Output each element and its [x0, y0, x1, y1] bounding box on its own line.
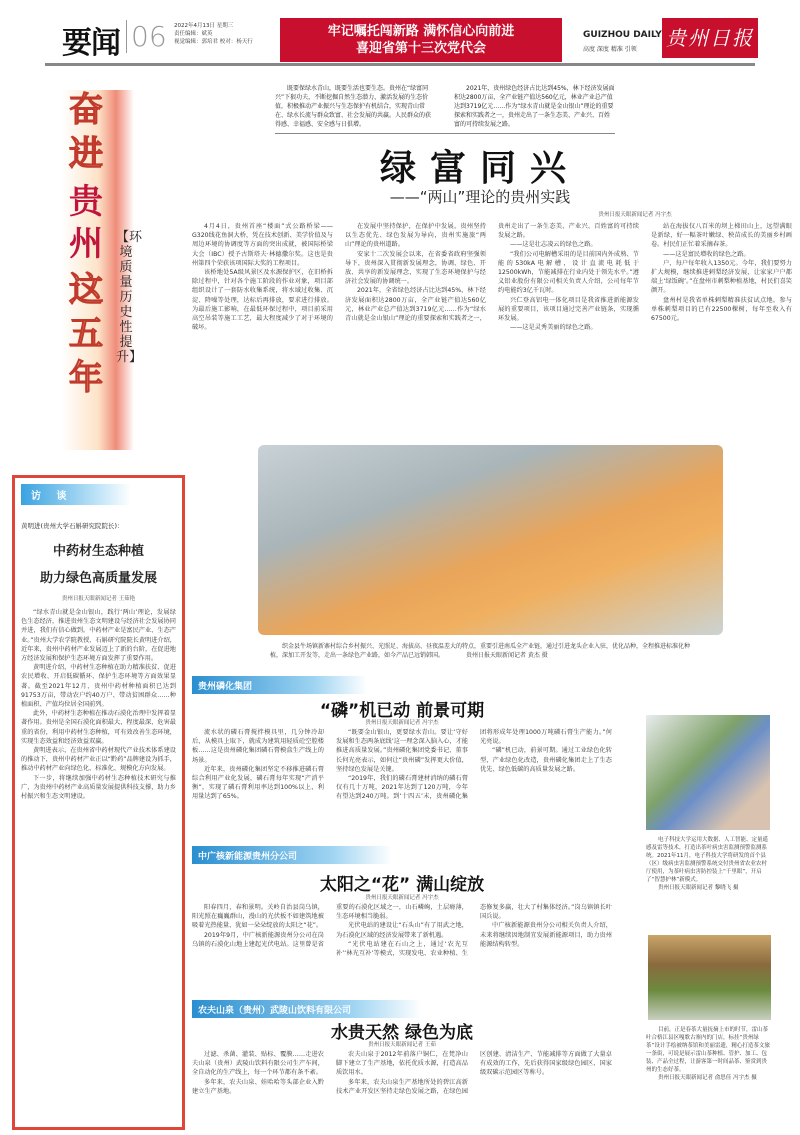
banner-char: 奋 — [69, 90, 103, 130]
paragraph: 在发展中坚持保护，在保护中发展，贵州坚持以生态优先、绿色发展为导向，贵州实施旅“两山”理论的贵州道路。 — [345, 223, 486, 249]
main-headline: 绿富同兴 — [379, 148, 580, 189]
section-byline: 贵州日报天眼新闻记者 王茹 — [368, 1042, 436, 1048]
paragraph: 多年来，农夫山泉、娃哈哈等头部企业入黔建立生产基地。 — [192, 1078, 324, 1095]
caption-text: 目前，正是春茶大量抚摘上市的时节，雷山茶叶合格江县区嘎歌古寨内的门店，标挂“贵州绿茶”设计手绘被纳茶馆和美丽雷遗，精心打造茶文旅一条街，可说是展示雷山茶种植、管护、加工、包装、产品全过程，让游客第一时间品茶、鉴赏到贵州的生态好茶。 — [646, 1027, 770, 1073]
paragraph: 站在海拔仅八百米的坝上梯田山上，远望满眼是新绿，好一幅茶叶嫩绿、秧苗成长的美丽乡村画卷。村民们正忙着采摘春茶。 — [651, 223, 792, 249]
interview-byline: 贵州日报天眼新闻记者 王茹艳 — [61, 596, 136, 602]
paragraph: “磷”机已动，前景可期。通过工业绿色化转型，产业绿色化改造，贵州磷化集团走上了生态优先、绿色低碳的高质量发展之路。 — [480, 747, 612, 773]
banner-char: 五 — [69, 314, 103, 354]
paragraph: ——这是壮志凌云的绿色之路。 — [510, 241, 597, 249]
paragraph: 中广核新能源贵州分公司相关负责人介绍，未来将继续因地制宜发展新能源项目，助力贵州能源结构转型。 — [480, 922, 612, 948]
header-divider — [45, 63, 755, 66]
paragraph: 安家十二次发展会以来，在省委省政府坚强领导下，贵州深入贯彻新发展理念，协调、绿色、开放、共享的新发展理念，实现了生态环境保护与经济社会发展的协调统一。 — [345, 250, 486, 286]
paragraph: 多年来，农夫山泉生产基地所处的碧江高新技术产业开发区坚持走绿色发展之路，在绿色园区创建、清洁生产、节能减排等方面做了大量卓有成效的工作，先后获得国家级绿色园区、国家级双碳示范园区等称号。 — [336, 1051, 612, 1095]
paragraph: 该桥地处5A级风景区及水源保护区，在旧桥拆除过程中，针对各个施工阶段的作业对象，项目部组织设计了一套防水收集系统，将水域过收集、沉淀、降噪等处理，达标后再排放，要求进行排放。为最后施工影响，在最低环保过程中，项目前采用高空吊装等施工工艺，最大程度减少了对于环境的破坏。 — [192, 269, 333, 332]
section-label-nongfu: 农夫山泉（贵州）武陵山饮料有限公司 — [192, 1000, 422, 1018]
paragraph: “2019年，我们的磷石膏建材消纳的磷石膏仅有几十万吨，2021年达到了120万吨，今年有望达到240万吨。到‘十四五’末，贵州磷化集团将形成年处理1000万吨磷石膏生产能力。”何光亮说。 — [336, 729, 612, 801]
page-number: 06 — [126, 20, 167, 53]
main-byline: 贵州日报天眼新闻记者 冯宇杰 — [598, 212, 672, 218]
banner-headline — [280, 18, 562, 62]
intro-text — [275, 84, 615, 134]
interview-tag: 访 谈 — [21, 484, 131, 505]
section-body — [192, 903, 612, 998]
section-name: 要闻 — [62, 26, 120, 61]
paragraph: 过滤、杀菌、灌装、贴标、覆膜……走进农夫山泉（贵州）武陵山饮料有限公司生产车间，全自动化的生产线上，每一个环节都有条不紊。 — [192, 1051, 324, 1077]
section-byline: 贵州日报天眼新闻记者 冯宇杰 — [365, 720, 439, 726]
smartphone-map-photo — [646, 715, 770, 830]
banner-char: 州 — [69, 224, 103, 264]
paragraph: 农夫山泉于2012年前落户铜仁，在梵净山脚下建立了生产基地，依托优质水源，打造高品质饮用水。 — [336, 1051, 468, 1077]
paper-slogan: 高度 深度 精准 引领 — [583, 46, 637, 53]
paper-english-name: GUIZHOU DAILY — [583, 30, 662, 40]
section-headline: 水贵天然 绿色为底 — [331, 1023, 473, 1043]
paragraph: ——这是富民增收的绿色之路。 — [663, 250, 750, 258]
paragraph: 黄明进介绍，中药材生态种植在助力精准扶贫、促进农民增收、开启低碳循环、保护生态环境等方面效果显著。截至2021年12月，贵州中药材种植面积已达到91753万亩，带动农户约40万户、带动贫困群众……种植面积、产值均位居全国前列。 — [21, 664, 176, 709]
paragraph: 2021年，全省绿色经济占比达到45%，林下经济发展面积达2800万亩，全产业链产值达560亿元，林业产业总产值达到3719亿元……作为“绿水青山就是金山银山”理论的重要探索和实践者之一，贵州走出了一条生态美、产业兴、百姓富的可持续发展之路。 — [345, 223, 639, 323]
section-label-cgn: 中广核新能源贵州分公司 — [192, 846, 392, 864]
paragraph: 光伏电站的建设让“石头山”有了用武之地，为石漠化区域的经济发展带来了新机遇。 — [336, 922, 468, 939]
banner-char: 进 — [69, 134, 103, 174]
banner-line: 牢记嘱托闯新路 满怀信心向前进 — [327, 24, 515, 39]
paragraph: “光伏电站建在石山之上，通过‘农光互补’‘林光互补’等模式，实现发电、农业种植、生态修复多赢，壮大了村集体经济。”岗乌镇镇长叶国兵说。 — [336, 904, 612, 958]
main-subheadline: ——“两山”理论的贵州实践 — [389, 188, 571, 206]
section-body — [192, 1050, 612, 1132]
feature-banner — [62, 90, 152, 450]
caption-credit: 贵州日报天眼新闻记者 俞思佳 冯宇杰 摄 — [658, 1075, 757, 1081]
side-photo-caption — [646, 836, 772, 892]
caption-text: 织金县牛场镇新寨村综合乡村振兴、光照足、海拔高、昼夜温差大的特点，重要引进南瓜全产业链，通过引进龙头企业入驻，优化品种，全程推进标准化种植，深加工开发等，走出一条绿色产业路，如今产品已远销韩国。 — [270, 643, 691, 659]
interviewee: 黄明进(贵州大学石斛研究院院长)： — [21, 522, 124, 530]
issue-date: 2022年4月13日 星期三 — [174, 23, 234, 29]
interview-title: 助力绿色高质量发展 — [39, 571, 157, 586]
interview-box — [12, 475, 185, 1130]
photo-caption — [270, 642, 700, 660]
banner-line: 喜迎省第十三次党代会 — [355, 41, 486, 56]
paragraph: “既要金山银山，更要绿水青山。要让‘守好发展和生态两条底线’这一理念深入脑入心，才能推进高质量发展。”贵州磷化集团党委书记、董事长何光亮表示，如何让“贵州磷”发挥更大价值，坚持绿色发展是关键。 — [336, 729, 468, 773]
banner-char: 年 — [69, 358, 103, 398]
paragraph: ——这是灵秀美丽的绿色之路。 — [510, 324, 597, 332]
paragraph: 此外，中药材生态种植在推动石漠化治理中发挥着显著作用。贵州是全国石漠化面积最大、程度最深、危害最重的省份，利用中药材生态种植，可有效改善生态环境，实现生态效益和经济效益双赢。 — [21, 710, 176, 745]
visual-editor: 视觉编辑：郭培君 校对：杨天行 — [174, 39, 253, 45]
section-headline: “磷”机已动 前景可期 — [319, 701, 485, 721]
paragraph: 盘州村是我省单株刺梨精准扶贫试点地。参与单株刺梨项目的已有22500棵树，每年至收入有67500元。 — [651, 296, 792, 323]
paragraph: 下一步，将继续加强中药材生态种植技术研究与推广，为贵州中药材产业高质量发展提供科技支撑，助力乡村振兴和生态文明建设。 — [21, 774, 176, 801]
section-byline: 贵州日报天眼新闻记者 冯宇杰 — [365, 895, 439, 901]
interview-body — [21, 608, 176, 1118]
section-label-phosphate: 贵州磷化集团 — [192, 676, 367, 694]
caption-credit: 贵州日报天眼新闻记者 黎晓飞 摄 — [658, 885, 739, 891]
intro-paragraph: 既要保绿水青山，既要生活也要生态。贵州在“绿富同兴”下狠功夫，不断挖掘自然生态潜力，激活发展的生态价值，积极推动产业振兴与生态保护有机结合，实现青山常在、绿水长流与群众致富、社会发展的共赢。人民群众的获得感、幸福感、安全感与日俱增。 — [275, 85, 432, 128]
caption-credit: 贵州日报天眼新闻记者 黄杰 摄 — [465, 652, 548, 659]
tea-shop-pond-photo — [648, 935, 771, 1020]
caption-text: 电子科技大学运用大数据、人工智能、定量遥感及雷等技术，打造出茶叶病虫害监测预警监测系统。2021年11月，电子科技大学将研发的首个县（区）级病虫害监测预警系统交付贵州省农业农村厅使用，为茶叶病虫害防控装上“千里眼”，开启了“智慧护林”新模式。 — [646, 837, 769, 883]
newspaper-logo: 贵州日报 — [662, 18, 758, 58]
paragraph: 黄明进表示，在贵州省中药材现代产业技术体系建设的推动下，贵州中药材产业正以“黔药”品牌建设为抓手，推动中药材产业向绿色化、标准化、规模化方向发展。 — [21, 747, 176, 773]
paragraph: 4月4日，贵州首座“楼面”式公路桥梁——G320线花鱼洞大桥，凭在技术创新、美学价值及与周边环境的协调度等方面的突出成就，被国际桥梁大会（IBC）授予古斯塔夫·林德撒尔奖。这也是贵州第四个荣获该项国际大奖的工程项目。 — [192, 223, 333, 267]
banner-char: 这 — [69, 270, 103, 310]
side-photo-caption — [646, 1026, 772, 1082]
editor: 责任编辑：斌英 — [174, 31, 213, 37]
banner-char: 贵 — [69, 182, 103, 222]
interview-title: 中药材生态种植 — [52, 544, 144, 559]
paragraph: 2019年9月，中广核新能源贵州分公司在岗乌镇的石漠化山地上建起光伏电站。这里曾是省重要的石漠化区域之一，山石嶙峋，土层瘠薄，生态环境相当脆弱。 — [192, 904, 468, 948]
paragraph: 阳春四月，春和景明。关岭自治县岗乌镇，阳光照在巍巍群山，漫山的光伏板不如建筑地被吸着光热能量，犹如一朵朵绽放的太阳之“花”。 — [192, 904, 324, 930]
paragraph: 户，每户每年收入1350元。今年，我们要努力扩大规模，继续推进刺梨经济发展，让家家户户都端上‘绿饭碗’。”在盘州市刺梨种植基地，村民们喜笑颜开。 — [651, 259, 792, 295]
section-body — [192, 728, 612, 838]
paragraph: “绿水青山就是金山银山，践行‘两山’理论，发展绿色生态经济，推进贵州生态文明建设与经济社会发展协同并进，我们有信心做到。中药材产业是富民产业、生态产业。”贵州大学农学院教授、石斛研究院院长黄明进介绍，近年来，贵州中药材产业发展迈上了新的台阶，在促进地方经济发展和保护生态环境方面发挥了重要作用。 — [21, 609, 176, 663]
section-headline: 太阳之“花” 满山绽放 — [319, 875, 485, 895]
paragraph: 近年来，贵州磷化集团坚定不移推进磷石膏综合利用产业化发展，磷石膏每年实现“产消平衡”，实现了磷石膏利用率达到100%以上，利用量达到了65%。 — [192, 765, 324, 801]
paragraph: “我们公司电解槽采用的是目前国内外成熟、节能的530kA电解槽，设计直流电耗低于12500kWh，节能减排在行业内处于领先水平。”遵义铝业股份有限公司相关负责人介绍，公司每年节约电能约3亿千瓦时。 — [498, 250, 639, 295]
feature-subtitle: 【环境质量历史性提升】 — [116, 230, 143, 365]
intro-paragraph: 2021年，贵州绿色经济占比达到45%，林下经济发展面积达2800万亩，全产业链产值达560亿元，林业产业总产值达到3719亿元……作为“绿水青山就是金山银山”理论的重要探索和实践者之一，贵州走出了一条生态美、产业兴、百姓富的可持续发展之路。 — [454, 85, 615, 128]
paragraph: 兴仁登高铝电一体化项目是我省推进新能源发展的重要项目，该项目通过完善产业链条，实现循环发展。 — [498, 296, 639, 323]
issue-meta — [174, 22, 274, 46]
vegetable-processing-photo — [258, 445, 723, 635]
main-article-body — [192, 222, 792, 440]
paragraph: 流水状的磷石膏搅拌模具里，几分钟冷却后，从模具上取下，就成为建筑用轻质砼空腔楼板……这是贵州磷化集团磷石膏模盒生产线上的场景。 — [192, 729, 324, 764]
